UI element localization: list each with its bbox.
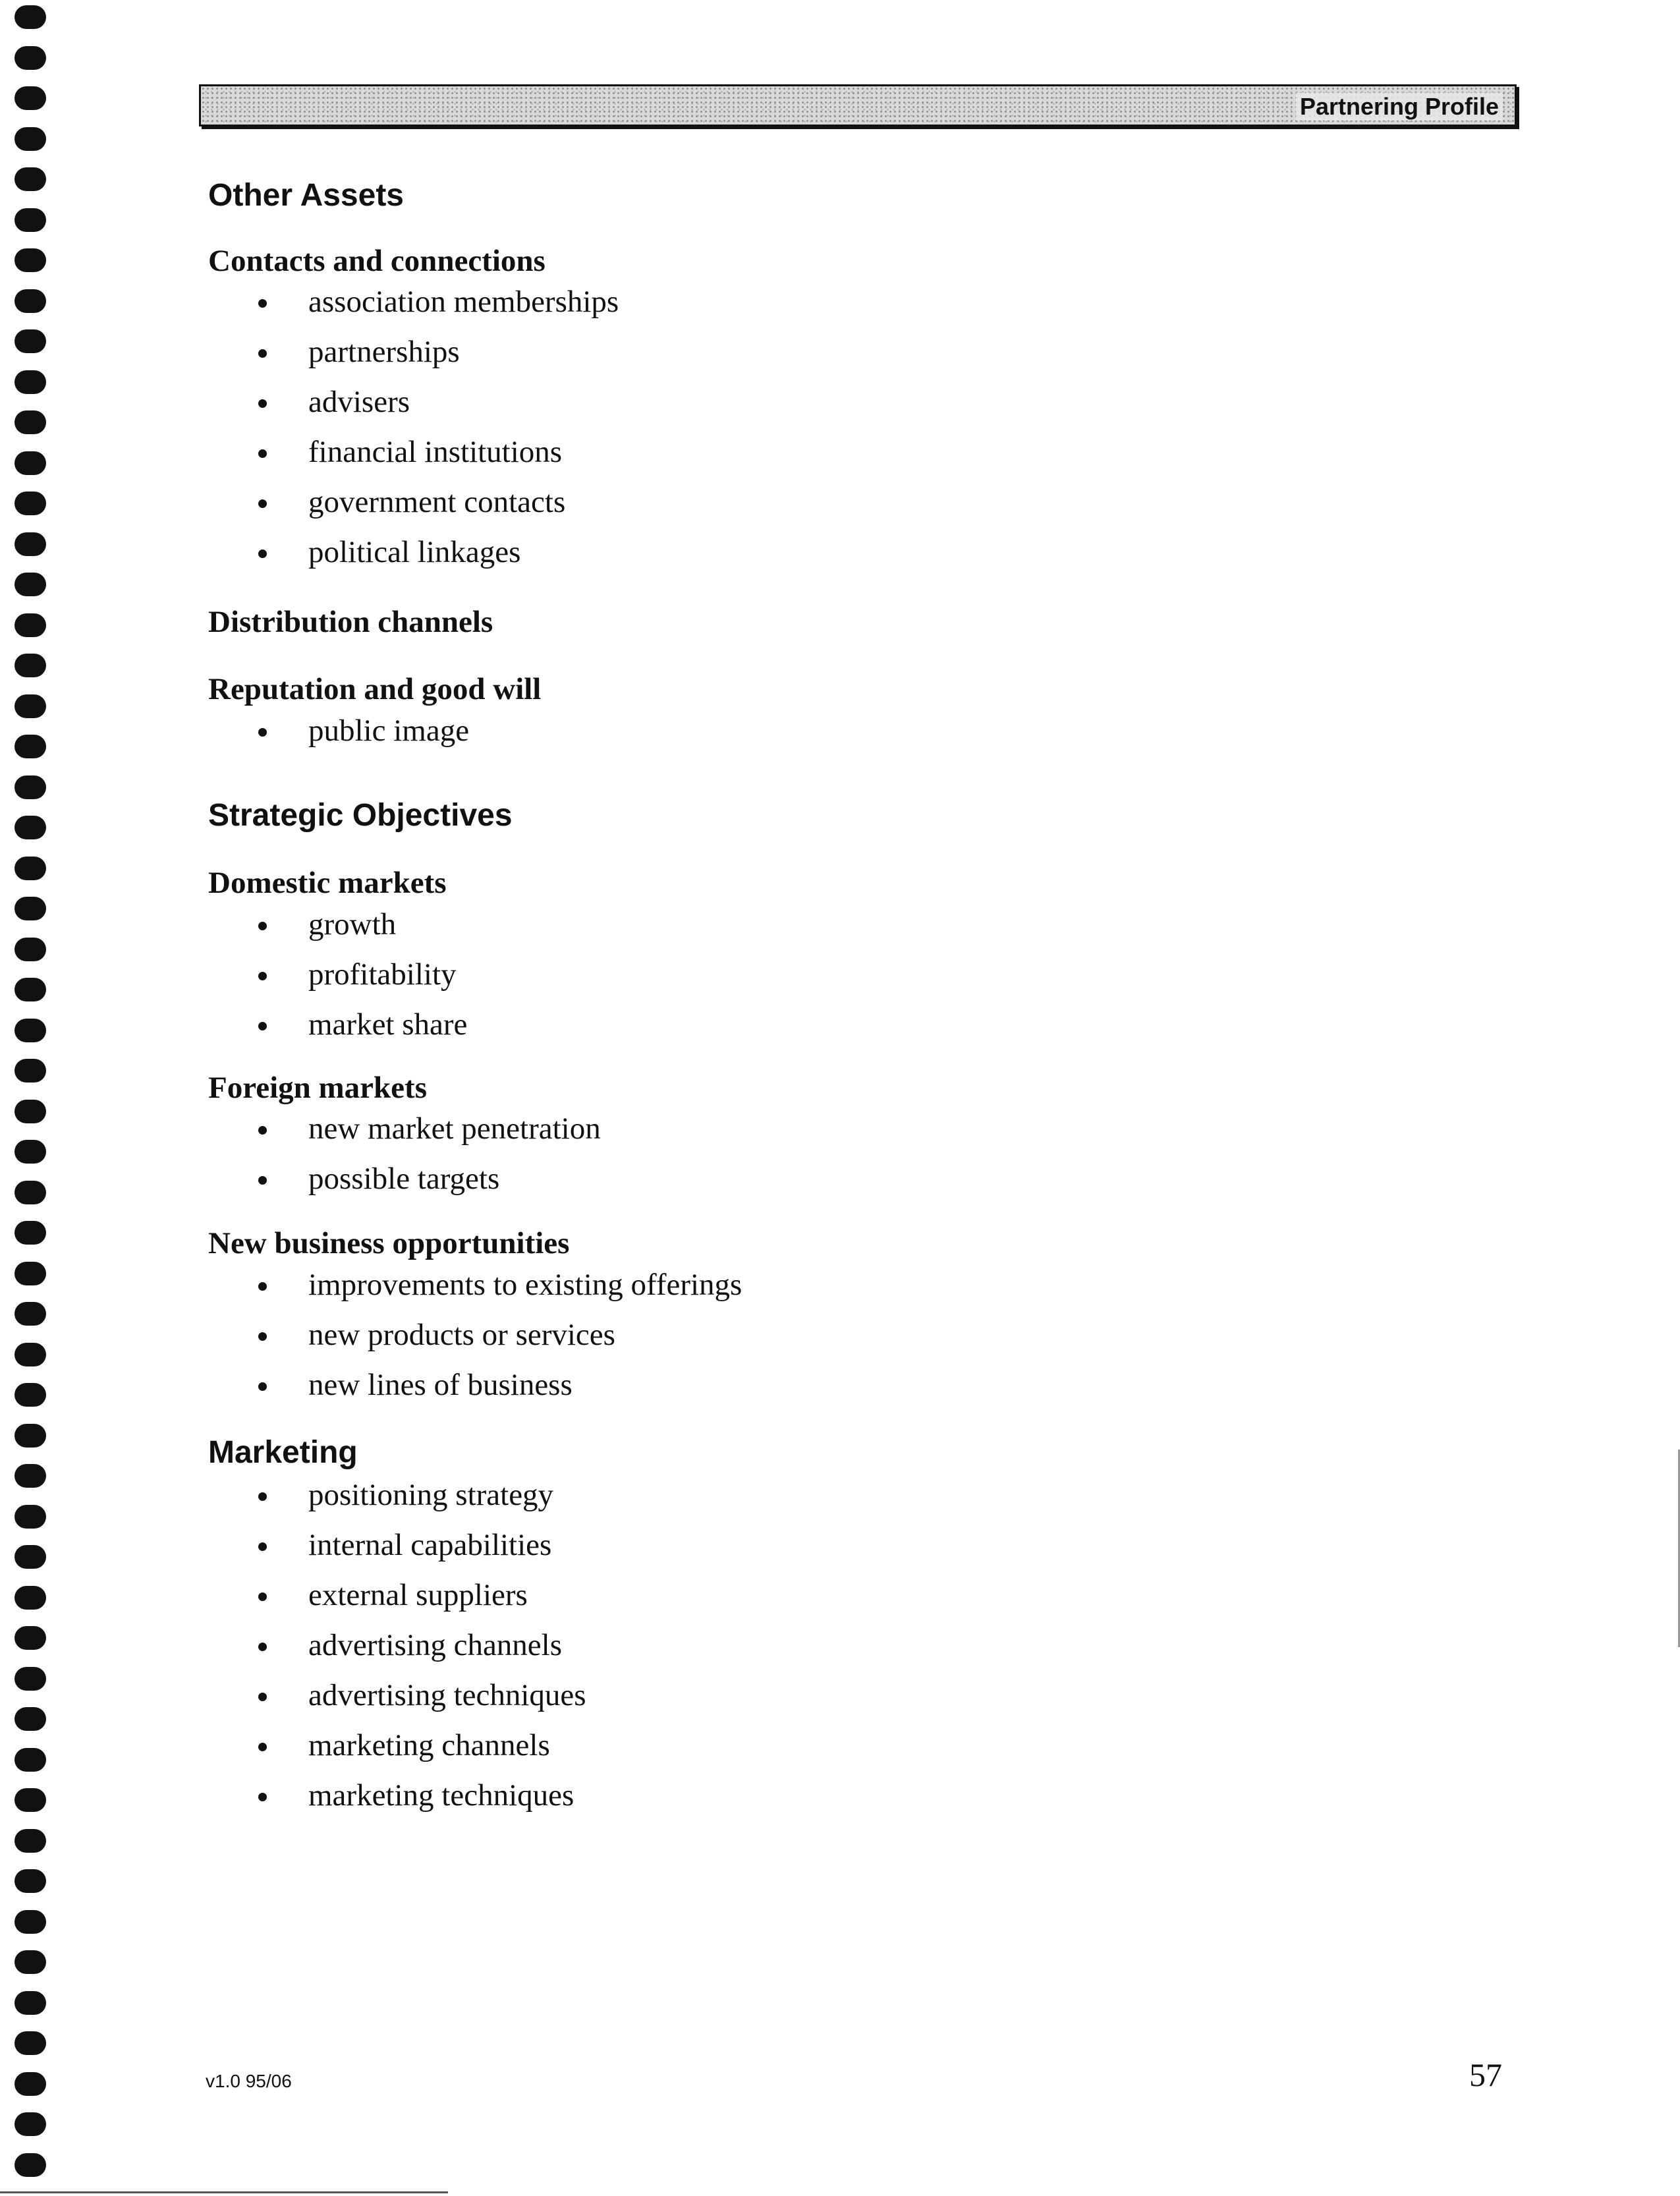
bullet-icon: [258, 1022, 267, 1030]
binding-hole: [14, 1586, 46, 1610]
binding-hole: [14, 167, 46, 191]
list-item: advertising channels: [208, 1620, 1460, 1670]
list-item: marketing channels: [208, 1720, 1460, 1770]
list-item: new market penetration: [208, 1104, 1460, 1154]
binding-hole: [14, 127, 46, 151]
binding-hole: [14, 1221, 46, 1245]
bullet-icon: [258, 972, 267, 980]
binding-hole: [14, 289, 46, 313]
binding-hole: [14, 735, 46, 758]
binding-hole: [14, 1059, 46, 1083]
binding-hole: [14, 1991, 46, 2015]
subsection-title-distribution: Distribution channels: [208, 604, 493, 639]
section-title-strategic-objectives: Strategic Objectives: [208, 797, 513, 833]
binding-hole: [14, 694, 46, 718]
bullet-icon: [258, 1126, 267, 1135]
bullet-icon: [258, 449, 267, 458]
list-reputation: [208, 706, 1460, 756]
bullet-icon: [258, 1492, 267, 1501]
header-title: Partnering Profile: [1296, 93, 1503, 121]
binding-hole: [14, 1140, 46, 1164]
bullet-icon: [258, 1382, 267, 1391]
binding-hole: [14, 573, 46, 596]
list-item: advertising techniques: [208, 1670, 1460, 1720]
list-item: market share: [208, 999, 1460, 1050]
binding-hole: [14, 1748, 46, 1772]
list-item: new products or services: [208, 1310, 1460, 1360]
bullet-icon: [258, 1643, 267, 1651]
bullet-icon: [258, 299, 267, 308]
header-bar: [199, 84, 1517, 127]
binding-hole: [14, 451, 46, 475]
binding-hole: [14, 1869, 46, 1893]
subsection-title-contacts: Contacts and connections: [208, 243, 546, 278]
bullet-icon: [258, 728, 267, 737]
binding-hole: [14, 1262, 46, 1285]
binding-hole: [14, 897, 46, 920]
binding-hole: [14, 492, 46, 515]
binding-hole: [14, 613, 46, 637]
binding-hole: [14, 654, 46, 677]
binding-hole: [14, 532, 46, 556]
binding-hole: [14, 1019, 46, 1042]
binding-hole: [14, 857, 46, 880]
bullet-icon: [258, 549, 267, 558]
binding-hole: [14, 1505, 46, 1529]
binding-hole: [14, 46, 46, 70]
list-item: internal capabilities: [208, 1520, 1460, 1570]
binding-hole: [14, 2072, 46, 2096]
binding-hole: [14, 1545, 46, 1569]
list-contacts: [208, 277, 1460, 577]
list-item: possible targets: [208, 1154, 1460, 1204]
list-foreign: [208, 1104, 1460, 1204]
bullet-icon: [258, 499, 267, 508]
footer-version: v1.0 95/06: [206, 2071, 292, 2091]
list-item: marketing techniques: [208, 1770, 1460, 1820]
bullet-icon: [258, 1332, 267, 1341]
subsection-title-domestic: Domestic markets: [208, 866, 447, 901]
binding-hole: [14, 1100, 46, 1123]
binding-hole: [14, 1667, 46, 1691]
list-item: public image: [208, 706, 1460, 756]
binding-hole: [14, 978, 46, 1001]
binding-hole: [14, 1626, 46, 1650]
list-item: new lines of business: [208, 1360, 1460, 1410]
binding-hole: [14, 1424, 46, 1448]
list-item: growth: [208, 899, 1460, 949]
binding-hole: [14, 1464, 46, 1488]
bullet-icon: [258, 349, 267, 358]
binding-hole: [14, 86, 46, 110]
subsection-title-reputation: Reputation and good will: [208, 672, 542, 707]
list-item: profitability: [208, 949, 1460, 999]
binding-hole: [14, 1910, 46, 1934]
binding-hole: [14, 2153, 46, 2177]
bullet-icon: [258, 922, 267, 930]
binding-hole: [14, 1343, 46, 1366]
bullet-icon: [258, 1693, 267, 1701]
page-number: 57: [1469, 2056, 1502, 2093]
bullet-icon: [258, 1282, 267, 1291]
list-item: association memberships: [208, 277, 1460, 327]
page-content: [208, 177, 1460, 1820]
list-marketing: [208, 1470, 1460, 1820]
list-item: political linkages: [208, 527, 1460, 577]
bullet-icon: [258, 1743, 267, 1751]
binding-hole: [14, 2031, 46, 2055]
bullet-icon: [258, 1542, 267, 1551]
binding-hole: [14, 1302, 46, 1326]
binding-hole: [14, 5, 46, 29]
list-item: financial institutions: [208, 427, 1460, 477]
list-item: external suppliers: [208, 1570, 1460, 1620]
binding-hole: [14, 816, 46, 839]
binding-hole: [14, 370, 46, 394]
list-item: partnerships: [208, 327, 1460, 377]
binding-hole: [14, 329, 46, 353]
bullet-icon: [258, 1592, 267, 1601]
list-domestic: [208, 899, 1460, 1050]
list-item: advisers: [208, 377, 1460, 427]
list-new-business: [208, 1260, 1460, 1410]
subsection-title-foreign: Foreign markets: [208, 1070, 427, 1105]
binding-hole: [14, 1181, 46, 1204]
binding-hole: [14, 1788, 46, 1812]
bullet-icon: [258, 399, 267, 408]
binding-hole: [14, 2112, 46, 2136]
list-item: government contacts: [208, 477, 1460, 527]
binding-hole: [14, 1383, 46, 1407]
binding-hole: [14, 938, 46, 961]
list-item: improvements to existing offerings: [208, 1260, 1460, 1310]
binding-hole: [14, 410, 46, 434]
spiral-binding: [14, 0, 54, 2196]
section-title-marketing: Marketing: [208, 1434, 358, 1470]
list-item: positioning strategy: [208, 1470, 1460, 1520]
bullet-icon: [258, 1176, 267, 1185]
binding-hole: [14, 248, 46, 272]
binding-hole: [14, 775, 46, 799]
bullet-icon: [258, 1793, 267, 1801]
binding-hole: [14, 208, 46, 232]
binding-hole: [14, 1707, 46, 1731]
binding-hole: [14, 1829, 46, 1853]
subsection-title-new-business: New business opportunities: [208, 1226, 570, 1261]
binding-hole: [14, 1950, 46, 1974]
section-title-other-assets: Other Assets: [208, 178, 404, 213]
scan-edge-line: [0, 2191, 448, 2193]
